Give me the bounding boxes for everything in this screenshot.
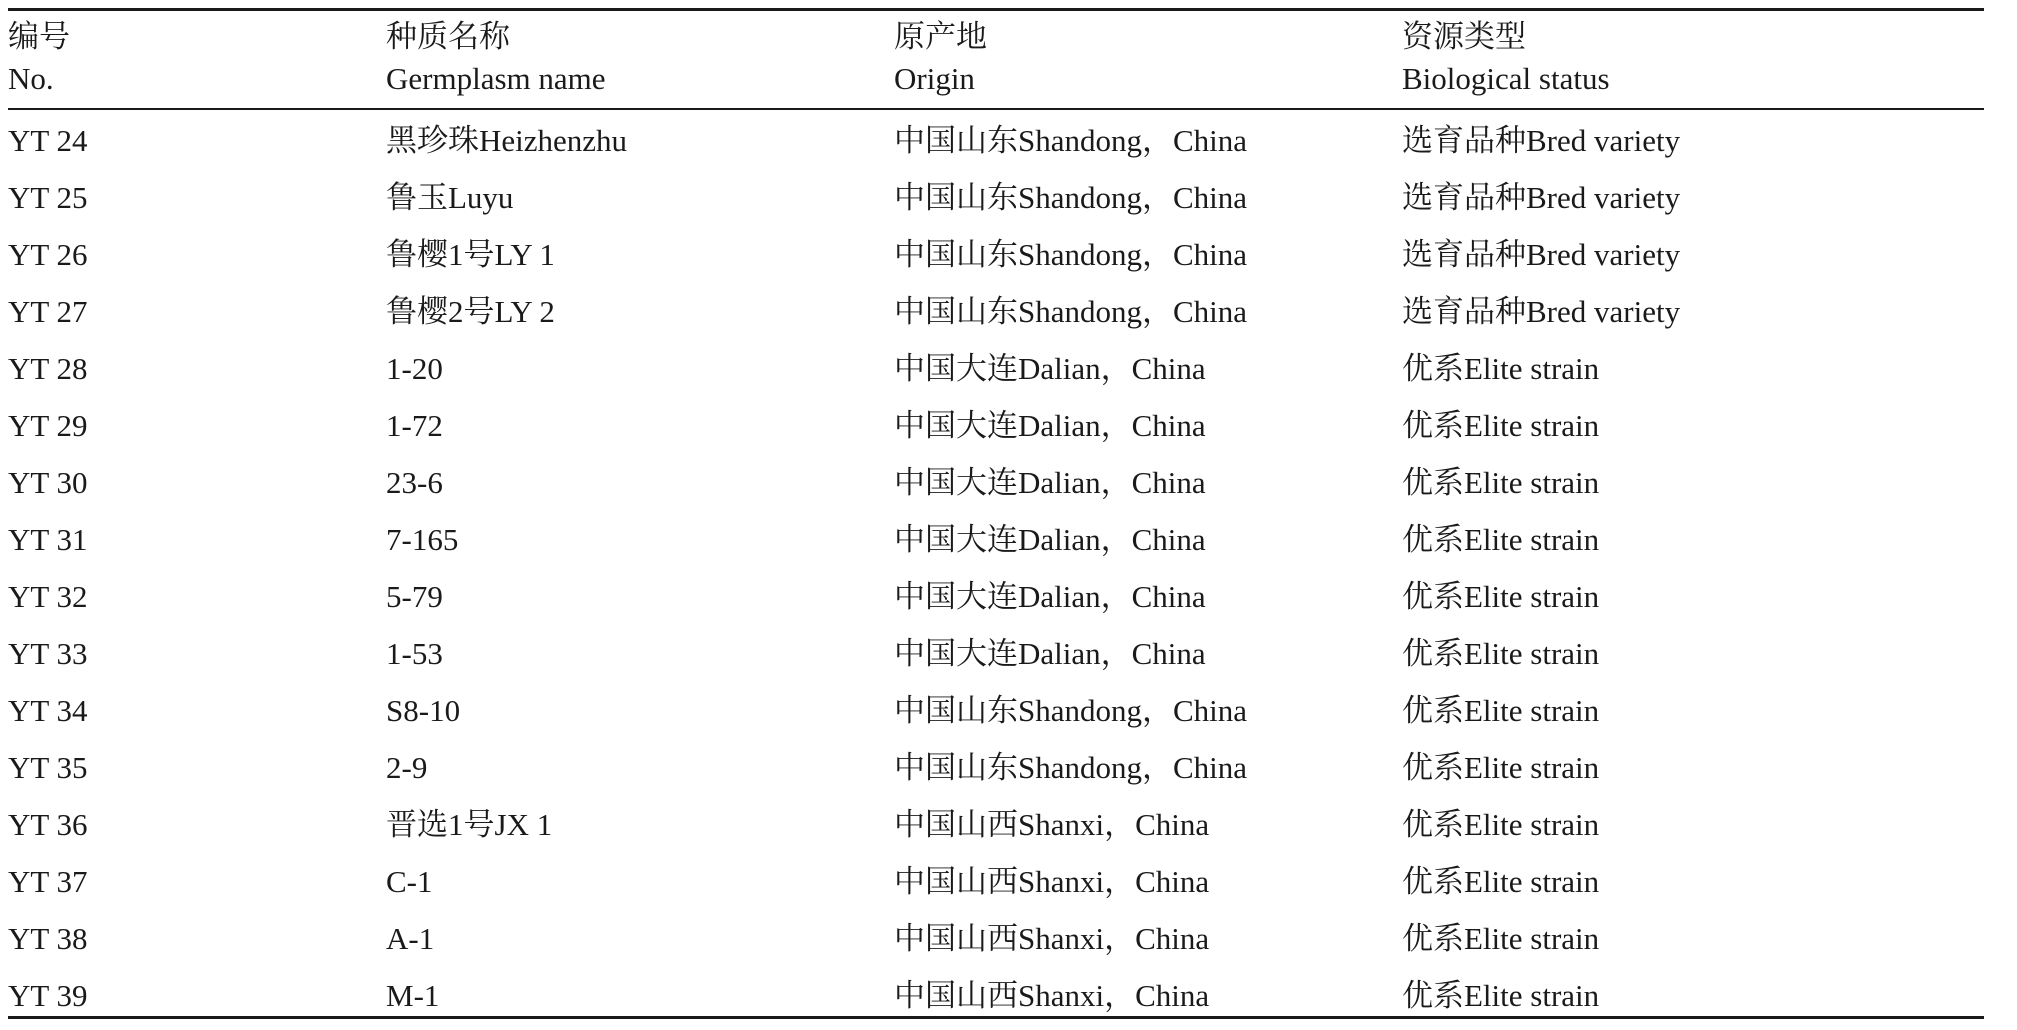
table-row bbox=[8, 340, 1984, 397]
header-status-en: Biological status bbox=[1402, 61, 1610, 96]
cell-name: 鲁樱2号LY 2 bbox=[386, 294, 555, 329]
cell-status: 优系Elite strain bbox=[1402, 465, 1600, 500]
cell-no: YT 35 bbox=[8, 750, 88, 785]
header-status bbox=[1402, 16, 1610, 100]
cell-name: M-1 bbox=[386, 978, 440, 1013]
cell-name: 1-72 bbox=[386, 408, 443, 443]
cell-name: C-1 bbox=[386, 864, 433, 899]
cell-origin: 中国山东Shandong，China bbox=[894, 123, 1248, 158]
cell-origin: 中国山西Shanxi，China bbox=[894, 864, 1210, 899]
cell-name: 黑珍珠Heizhenzhu bbox=[386, 123, 628, 158]
header-status-zh: 资源类型 bbox=[1402, 19, 1526, 54]
header-name bbox=[386, 16, 606, 100]
table-row bbox=[8, 739, 1984, 796]
cell-no: YT 39 bbox=[8, 978, 88, 1013]
cell-no: YT 34 bbox=[8, 693, 88, 728]
header-rule bbox=[8, 108, 1984, 110]
cell-no: YT 32 bbox=[8, 579, 88, 614]
cell-name: 晋选1号JX 1 bbox=[386, 807, 553, 842]
cell-no: YT 26 bbox=[8, 237, 88, 272]
cell-status: 优系Elite strain bbox=[1402, 408, 1600, 443]
cell-origin: 中国山东Shandong，China bbox=[894, 750, 1248, 785]
bottom-rule bbox=[8, 1016, 1984, 1019]
top-rule bbox=[8, 8, 1984, 11]
cell-status: 优系Elite strain bbox=[1402, 864, 1600, 899]
cell-name: 5-79 bbox=[386, 579, 443, 614]
cell-name: A-1 bbox=[386, 921, 435, 956]
table-row bbox=[8, 169, 1984, 226]
table-row bbox=[8, 397, 1984, 454]
cell-no: YT 25 bbox=[8, 180, 88, 215]
header-origin-en: Origin bbox=[894, 61, 975, 96]
cell-name: 鲁樱1号LY 1 bbox=[386, 237, 555, 272]
cell-no: YT 27 bbox=[8, 294, 88, 329]
cell-status: 优系Elite strain bbox=[1402, 636, 1600, 671]
table-body bbox=[8, 112, 1984, 1024]
table-row bbox=[8, 226, 1984, 283]
header-origin bbox=[894, 16, 987, 100]
cell-origin: 中国山西Shanxi，China bbox=[894, 921, 1210, 956]
cell-origin: 中国大连Dalian，China bbox=[894, 636, 1206, 671]
cell-origin: 中国山西Shanxi，China bbox=[894, 978, 1210, 1013]
cell-status: 优系Elite strain bbox=[1402, 750, 1600, 785]
cell-name: 1-53 bbox=[386, 636, 443, 671]
cell-status: 优系Elite strain bbox=[1402, 921, 1600, 956]
cell-origin: 中国大连Dalian，China bbox=[894, 408, 1206, 443]
cell-no: YT 24 bbox=[8, 123, 88, 158]
table-row bbox=[8, 796, 1984, 853]
header-name-zh: 种质名称 bbox=[386, 19, 510, 54]
table-row bbox=[8, 625, 1984, 682]
table-row bbox=[8, 112, 1984, 169]
cell-status: 优系Elite strain bbox=[1402, 693, 1600, 728]
table-row bbox=[8, 910, 1984, 967]
cell-status: 优系Elite strain bbox=[1402, 351, 1600, 386]
header-no-zh: 编号 bbox=[8, 19, 70, 54]
cell-status: 选育品种Bred variety bbox=[1402, 123, 1681, 158]
cell-origin: 中国大连Dalian，China bbox=[894, 351, 1206, 386]
table-row bbox=[8, 283, 1984, 340]
cell-status: 优系Elite strain bbox=[1402, 978, 1600, 1013]
cell-name: 1-20 bbox=[386, 351, 443, 386]
cell-origin: 中国山东Shandong，China bbox=[894, 294, 1248, 329]
cell-name: 23-6 bbox=[386, 465, 443, 500]
cell-name: S8-10 bbox=[386, 693, 461, 728]
cell-origin: 中国大连Dalian，China bbox=[894, 465, 1206, 500]
cell-no: YT 31 bbox=[8, 522, 88, 557]
table-row bbox=[8, 682, 1984, 739]
table-row bbox=[8, 853, 1984, 910]
table-row bbox=[8, 568, 1984, 625]
cell-no: YT 29 bbox=[8, 408, 88, 443]
cell-no: YT 30 bbox=[8, 465, 88, 500]
header-no-en: No. bbox=[8, 61, 54, 96]
cell-no: YT 28 bbox=[8, 351, 88, 386]
cell-no: YT 36 bbox=[8, 807, 88, 842]
cell-origin: 中国山东Shandong，China bbox=[894, 693, 1248, 728]
cell-name: 2-9 bbox=[386, 750, 428, 785]
cell-no: YT 38 bbox=[8, 921, 88, 956]
cell-status: 选育品种Bred variety bbox=[1402, 180, 1681, 215]
cell-origin: 中国山东Shandong，China bbox=[894, 237, 1248, 272]
header-no bbox=[8, 16, 70, 100]
cell-status: 选育品种Bred variety bbox=[1402, 294, 1681, 329]
table-row bbox=[8, 511, 1984, 568]
cell-origin: 中国山东Shandong，China bbox=[894, 180, 1248, 215]
cell-status: 优系Elite strain bbox=[1402, 807, 1600, 842]
header-name-en: Germplasm name bbox=[386, 61, 606, 96]
cell-no: YT 33 bbox=[8, 636, 88, 671]
cell-name: 鲁玉Luyu bbox=[386, 180, 514, 215]
cell-status: 选育品种Bred variety bbox=[1402, 237, 1681, 272]
table-header bbox=[8, 16, 1984, 108]
cell-origin: 中国大连Dalian，China bbox=[894, 579, 1206, 614]
cell-no: YT 37 bbox=[8, 864, 88, 899]
cell-status: 优系Elite strain bbox=[1402, 522, 1600, 557]
cell-origin: 中国大连Dalian，China bbox=[894, 522, 1206, 557]
cell-status: 优系Elite strain bbox=[1402, 579, 1600, 614]
cell-origin: 中国山西Shanxi，China bbox=[894, 807, 1210, 842]
cell-name: 7-165 bbox=[386, 522, 459, 557]
table-row bbox=[8, 454, 1984, 511]
header-origin-zh: 原产地 bbox=[894, 19, 987, 54]
